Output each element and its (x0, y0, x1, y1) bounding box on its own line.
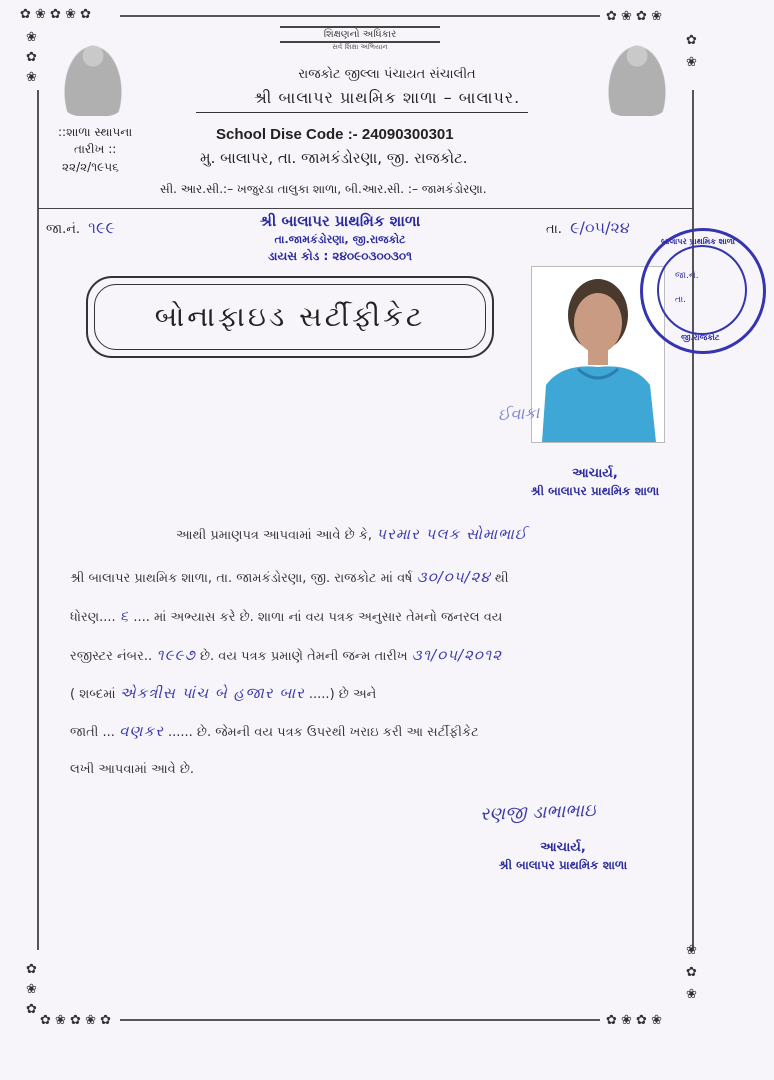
reference-date-value: ૯/૦૫/૨૪ (570, 218, 630, 237)
frame-top-line (120, 15, 600, 17)
round-stamp-field1: જા.નં. (675, 271, 699, 281)
round-stamp-bottom-text: જી.રાજકોટ (681, 333, 720, 342)
dise-code: School Dise Code :- 24090300301 (216, 126, 454, 143)
rte-logo (280, 26, 440, 52)
body-line-4 (70, 646, 502, 664)
flower-ornament-right-column: ✿ ❀ (686, 33, 697, 70)
frame-right-line (692, 90, 694, 950)
birth-date-words: એકત્રીસ પાંચ બે હજાર બાર (119, 684, 305, 702)
body-line-3-text-b: .... માં અભ્યાસ કરે છે. શાળા નાં વય પત્રક અનુસાર તેમનો જનરલ વય (133, 610, 503, 625)
managed-by: રાજકોટ જીલ્લા પંચાયત સંચાલીત (298, 67, 476, 82)
logo-text: શિક્ષણનો અધિકાર (323, 29, 397, 40)
flower-ornament-top-left: ✿ ❀ ✿ ❀ ✿ (20, 7, 91, 22)
round-stamp (640, 228, 766, 354)
flower-ornament-top-right: ✿ ❀ ✿ ❀ (606, 9, 662, 24)
student-name: પરમાર પલક સોમાભાઈ (376, 525, 528, 543)
school-stamp (210, 212, 470, 264)
principal-stamp-top (500, 466, 690, 499)
academic-year: ૩૦/૦૫/૨૪ (416, 568, 491, 586)
body-line-5 (70, 684, 376, 702)
certificate-title-box (86, 276, 494, 358)
certificate-title: બોનાફાઇડ સર્ટીફીકેટ (154, 300, 426, 333)
round-stamp-inner (657, 245, 747, 335)
body-line-6-text-a: જાતી ... (70, 725, 115, 740)
flower-ornament-left-column: ❀ ✿ ❀ (26, 30, 37, 85)
body-line-5-text-a: ( શબ્દમાં (70, 687, 116, 702)
round-stamp-field2: તા. (675, 295, 687, 305)
frame-bottom-line (120, 1019, 600, 1021)
principal-bottom-school: શ્રી બાલાપર પ્રાથમિક શાળા (498, 858, 628, 872)
reference-date (546, 218, 630, 238)
principal-top-school: શ્રી બાલાપર પ્રાથમિક શાળા (530, 484, 660, 498)
reference-date-label: તા. (546, 222, 562, 237)
register-number: ૧૯૯૭ (156, 646, 196, 664)
established-date: ૨૨/૨/૧૯૫૬ (62, 160, 119, 174)
reference-number-value: ૧૯૯ (88, 218, 115, 237)
reference-number (46, 218, 115, 238)
body-line-6-text-b: ...... છે. જેમની વય પત્રક ઉપરથી ખરાઇ કરી આ સર્ટીફીકેટ (168, 725, 479, 740)
body-line-7: લખી આપવામાં આવે છે. (70, 762, 195, 777)
body-line-6 (70, 722, 479, 740)
header-divider (38, 208, 693, 209)
flower-ornament-bottom-left: ✿ ❀ ✿ (26, 962, 37, 1017)
body-line-1-text: આથી પ્રમાણપત્ર આપવામાં આવે છે કે, (176, 528, 373, 543)
body-line-4-text-a: રજીસ્ટર નંબર.. (70, 649, 153, 664)
flower-ornament-bottom-right: ✿ ❀ ✿ ❀ (606, 1013, 662, 1028)
school-stamp-line2: તા.જામકંડોરણા, જી.રાજકોટ (274, 233, 406, 246)
school-name-underline (196, 112, 528, 113)
round-stamp-ring-text: બાલાપર પ્રાથમિક શાળા (661, 237, 736, 246)
body-line-2 (70, 568, 509, 586)
school-stamp-line3: ડાયસ કોડ : ૨૪૦૯૦૩૦૦૩૦૧ (267, 249, 413, 263)
established-label-2: તારીખ :: (74, 142, 117, 156)
flower-ornament-right-bottom-column: ❀ ✿ ❀ (686, 943, 697, 1002)
established-label-1: ::શાળા સ્થાપના (58, 125, 133, 139)
principal-signature: રણજી ડાભાભાઇ (479, 799, 596, 826)
reference-number-label: જા.નં. (46, 222, 81, 237)
body-line-5-text-b: .....) છે અને (308, 687, 377, 702)
photo-signature: ઈવાકા (497, 402, 540, 425)
address: મુ. બાલાપર, તા. જામકંડોરણા, જી. રાજકોટ. (200, 149, 468, 167)
body-line-2-text-b: થી (494, 571, 509, 586)
rte-logo-banner (280, 26, 440, 43)
frame-left-line (37, 90, 39, 950)
standard: ૬ (119, 607, 130, 625)
birth-date: ૩૧/૦૫/૨૦૧૨ (411, 646, 502, 664)
caste: વણકર (119, 722, 164, 740)
body-line-3 (70, 607, 502, 625)
principal-top-title: આચાર્ય, (572, 466, 618, 481)
certificate-title-inner-box (94, 284, 486, 350)
principal-stamp-bottom (468, 840, 658, 873)
logo-sub: સર્વ શિક્ષા અભિયાન (332, 43, 388, 51)
body-line-3-text-a: ધોરણ.... (70, 610, 116, 625)
body-line-4-text-b: છે. વય પત્રક પ્રમાણે તેમની જન્મ તારીખ (199, 649, 408, 664)
principal-bottom-title: આચાર્ય, (540, 840, 586, 855)
school-name-header: શ્રી બાલાપર પ્રાથમિક શાળા – બાલાપર. (253, 88, 521, 107)
flower-ornament-bottom-row-left: ✿ ❀ ✿ ❀ ✿ (40, 1013, 111, 1028)
school-stamp-line1: શ્રી બાલાપર પ્રાથમિક શાળા (259, 212, 421, 230)
crc-brc: સી. આર.સી.:– ખજુરડા તાલુકા શાળા, બી.આર.સી. :– જામકંડોરણા. (160, 182, 487, 196)
body-line-2-text-a: શ્રી બાલાપર પ્રાથમિક શાળા, તા. જામકંડોરણા, જી. રાજકોટ માં વર્ષ (70, 571, 413, 586)
body-line-1 (176, 525, 527, 543)
